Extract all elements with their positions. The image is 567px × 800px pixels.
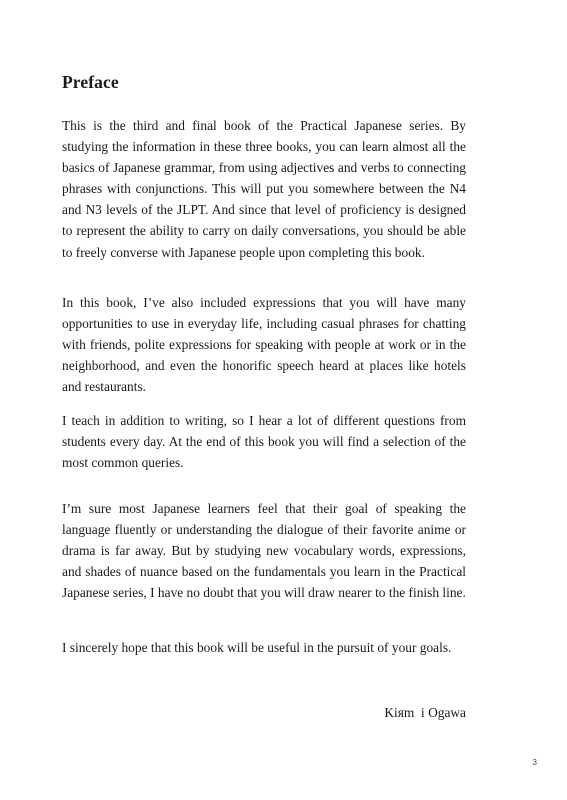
paragraph-4: I’m sure most Japanese learners feel that their goal of speaking the language fluently or understanding the dialogue of their favorite anime or drama is far away. But by studying new vocabulary words, expressions, and shades of nuance based on the fundamentals you learn in the Practical Japanese series, I have no doubt that you will draw nearer to the finish line. <box>62 501 466 601</box>
paragraph-5: I sincerely hope that this book will be useful in the pursuit of your goals. <box>62 640 452 655</box>
paragraph-2: In this book, I’ve also included expressions that you will have many opportunities to use in everyday life, including casual phrases for chatting with friends, polite expressions for speaking with people at work or in the neighborhood, and even the honorific speech heard at places like hotels and restaurants. <box>62 295 466 395</box>
author-signature: Kiяm i Ogawa <box>384 705 466 720</box>
paragraph-1: This is the third and final book of the Practical Japanese series. By studying the information in these three books, you can learn almost all the basics of Japanese grammar, from using adjectives and verbs to connecting phrases with conjunctions. This will put you somewhere between the N4 and N3 levels of the JLPT. And since that level of proficiency is designed to represent the ability to carry on daily conversations, you should be able to freely converse with Japanese people upon completing this book. <box>62 118 466 260</box>
page-title: Preface <box>62 72 119 92</box>
page-number: 3 <box>532 758 537 767</box>
document-page <box>62 0 466 800</box>
paragraph-3: I teach in addition to writing, so I hear a lot of different questions from students every day. At the end of this book you will find a selection of the most common queries. <box>62 413 466 471</box>
